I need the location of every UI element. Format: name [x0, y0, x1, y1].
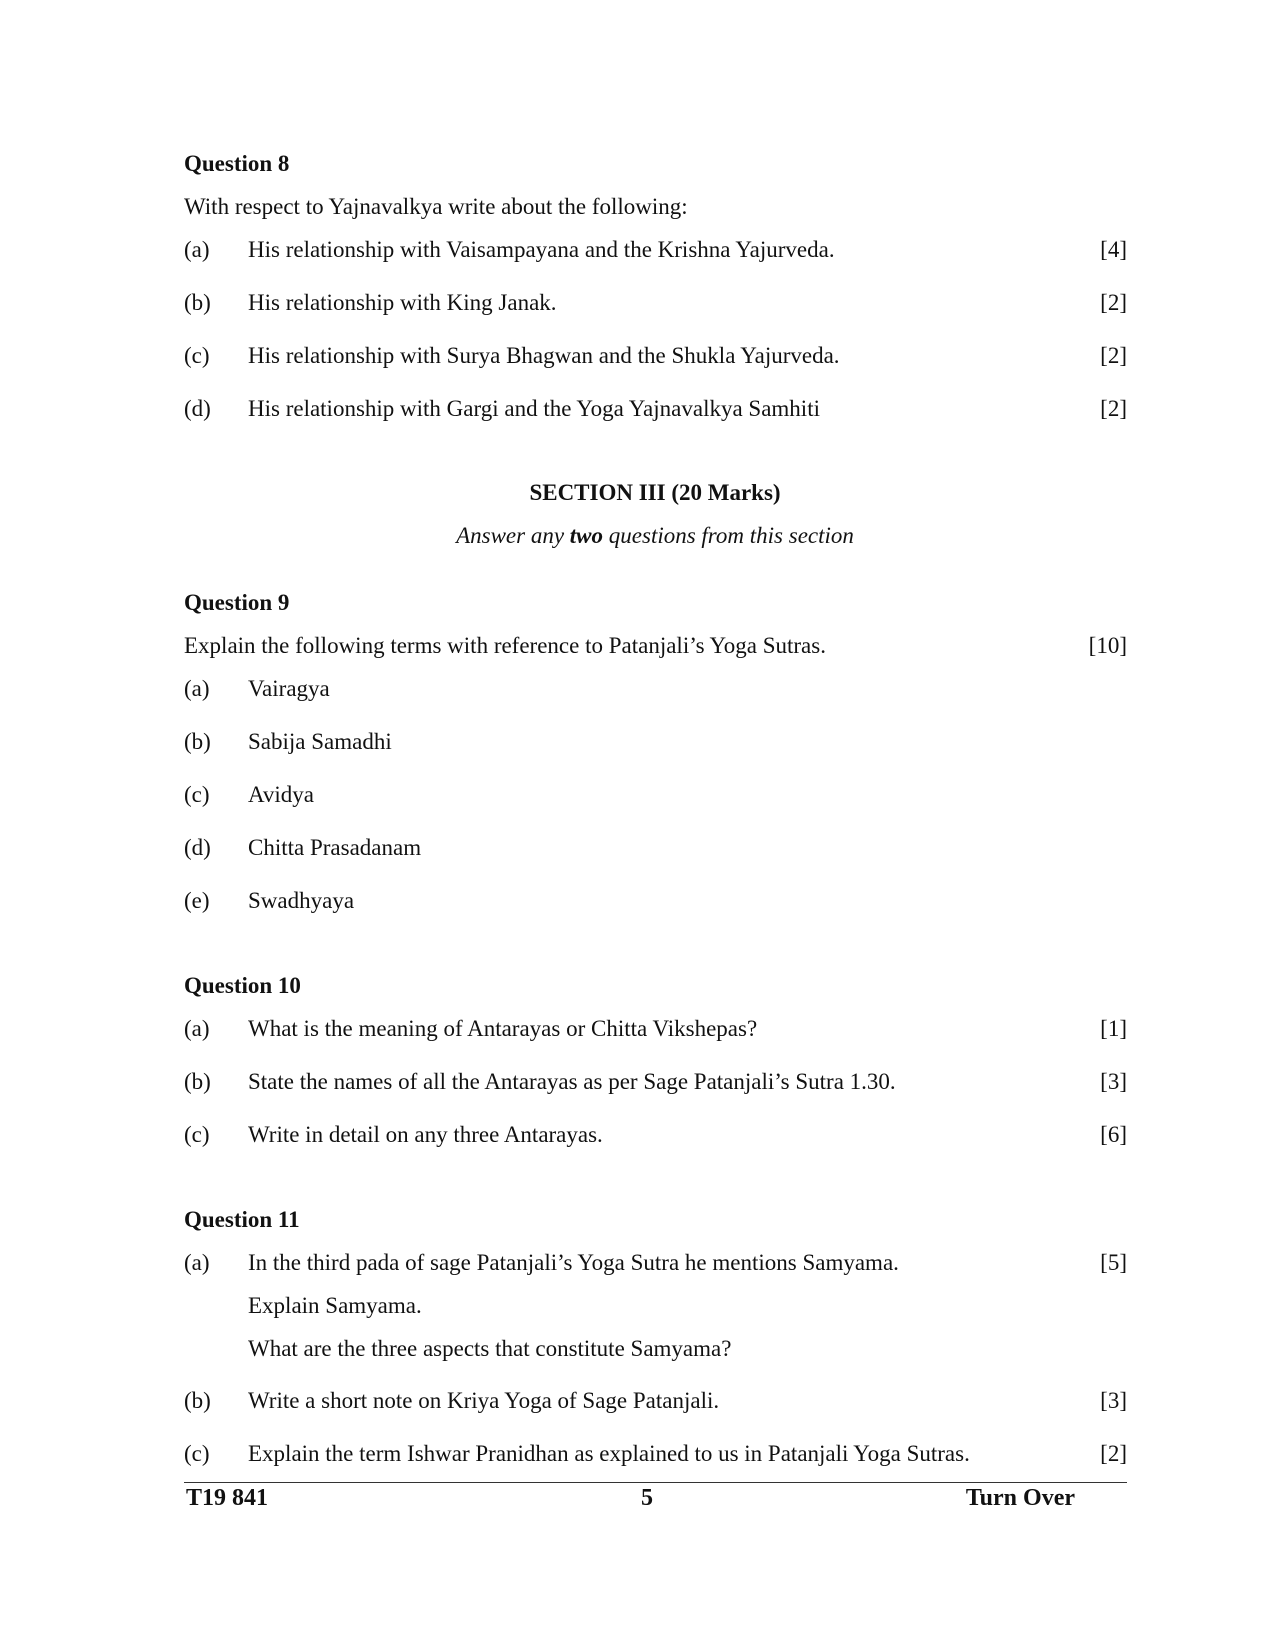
q10-part-text: State the names of all the Antarayas as per Sage Patanjali’s Sutra 1.30. — [248, 1069, 896, 1094]
instruction-pre: Answer any — [456, 523, 570, 548]
q8-part-text: His relationship with Vaisampayana and the Krishna Yajurveda. — [248, 237, 835, 262]
q8-part-label: (b) — [184, 290, 211, 315]
q8-part-text: His relationship with King Janak. — [248, 290, 557, 315]
question-8-intro: With respect to Yajnavalkya write about the following: — [184, 194, 688, 219]
section-title: SECTION III (20 Marks) — [529, 480, 781, 505]
footer-rule — [184, 1482, 1127, 1483]
q9-part-label: (b) — [184, 729, 211, 754]
q10-part-text: What is the meaning of Antarayas or Chitta Vikshepas? — [248, 1016, 758, 1041]
q8-part-label: (a) — [184, 237, 210, 262]
q10-part-marks: [1] — [1100, 1016, 1127, 1041]
q10-part-marks: [6] — [1100, 1122, 1127, 1147]
question-9-intro: Explain the following terms with reference to Patanjali’s Yoga Sutras. — [184, 633, 826, 658]
q9-part-label: (e) — [184, 888, 210, 913]
q11-part-text: Write a short note on Kriya Yoga of Sage Patanjali. — [248, 1388, 720, 1413]
q11-part-text: Explain Samyama. — [248, 1293, 422, 1318]
instruction-bold: two — [569, 523, 604, 548]
q11-part-text: What are the three aspects that constitute Samyama? — [248, 1336, 732, 1361]
page-number: 5 — [641, 1485, 653, 1511]
q11-part-marks: [5] — [1100, 1250, 1127, 1275]
q10-part-label: (a) — [184, 1016, 210, 1041]
question-9-heading: Question 9 — [184, 590, 290, 615]
paper-code: T19 841 — [186, 1485, 269, 1511]
q9-part-text: Chitta Prasadanam — [248, 835, 422, 860]
q11-part-text: Explain the term Ishwar Pranidhan as explained to us in Patanjali Yoga Sutras. — [248, 1441, 970, 1466]
q10-part-label: (b) — [184, 1069, 211, 1094]
q8-part-marks: [2] — [1100, 290, 1127, 315]
section-instruction — [0, 522, 1275, 550]
q11-part-marks: [3] — [1100, 1388, 1127, 1413]
q9-part-text: Swadhyaya — [248, 888, 355, 913]
q8-part-text: His relationship with Surya Bhagwan and the Shukla Yajurveda. — [248, 343, 840, 368]
q11-part-marks: [2] — [1100, 1441, 1127, 1466]
q11-part-label: (a) — [184, 1250, 210, 1275]
question-11-heading: Question 11 — [184, 1207, 300, 1232]
q11-part-text: In the third pada of sage Patanjali’s Yoga Sutra he mentions Samyama. — [248, 1250, 899, 1275]
q9-part-label: (c) — [184, 782, 210, 807]
q8-part-marks: [4] — [1100, 237, 1127, 262]
question-9-marks: [10] — [1088, 633, 1127, 658]
q8-part-marks: [2] — [1100, 343, 1127, 368]
q9-part-text: Sabija Samadhi — [248, 729, 392, 754]
turn-over-label: Turn Over — [965, 1485, 1075, 1511]
q11-part-label: (b) — [184, 1388, 211, 1413]
question-8-heading: Question 8 — [184, 151, 290, 176]
q10-part-label: (c) — [184, 1122, 210, 1147]
question-10-heading: Question 10 — [184, 973, 301, 998]
q8-part-text: His relationship with Gargi and the Yoga Yajnavalkya Samhiti — [248, 396, 820, 421]
q9-part-label: (d) — [184, 835, 211, 860]
q10-part-marks: [3] — [1100, 1069, 1127, 1094]
q8-part-label: (d) — [184, 396, 211, 421]
q9-part-label: (a) — [184, 676, 210, 701]
q11-part-label: (c) — [184, 1441, 210, 1466]
instruction-post: questions from this section — [603, 523, 854, 548]
q8-part-marks: [2] — [1100, 396, 1127, 421]
q9-part-text: Vairagya — [248, 676, 330, 701]
q10-part-text: Write in detail on any three Antarayas. — [248, 1122, 603, 1147]
q9-part-text: Avidya — [248, 782, 315, 807]
q8-part-label: (c) — [184, 343, 210, 368]
